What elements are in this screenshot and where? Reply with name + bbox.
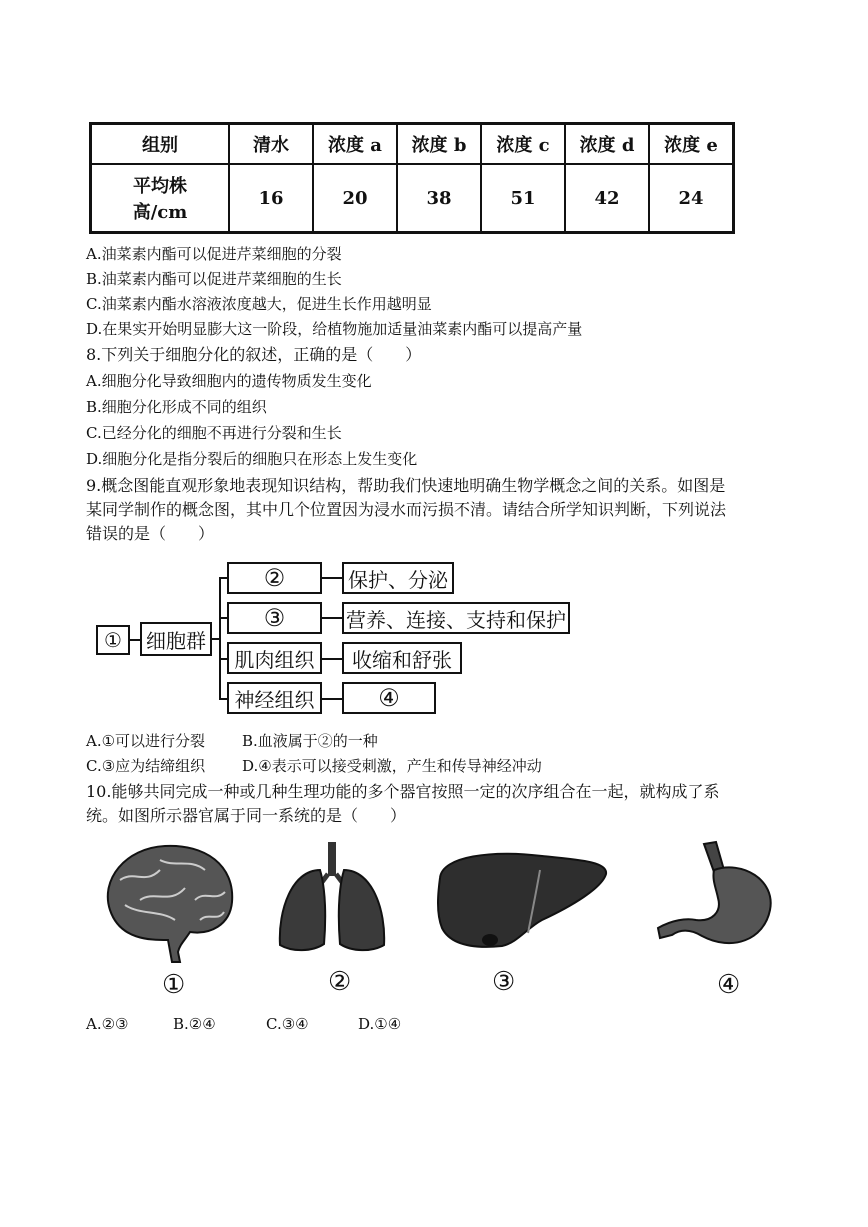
- q9-option-c: C.③应为结缔组织: [86, 757, 206, 775]
- q10-option-d: D.①④: [358, 1015, 402, 1033]
- connector-line: [219, 658, 227, 660]
- value-cell: 42: [565, 164, 649, 233]
- value-cell: 16: [229, 164, 313, 233]
- q8-option-a: A.细胞分化导致细胞内的遗传物质发生变化: [86, 372, 372, 390]
- map-tissue-box: 神经组织: [227, 682, 322, 714]
- header-cell: 浓度 a: [313, 124, 397, 165]
- q8-option-b: B.细胞分化形成不同的组织: [86, 398, 267, 416]
- connector-line: [322, 698, 342, 700]
- q9-option-b: B.血液属于②的一种: [242, 732, 378, 750]
- q9-stem-line: 错误的是（ ）: [86, 524, 215, 543]
- lungs-icon: [272, 840, 392, 960]
- organ-label: ②: [328, 967, 352, 997]
- q9-stem-line: 9.概念图能直观形象地表现知识结构，帮助我们快速地明确生物学概念之间的关系。如图是: [86, 476, 726, 495]
- connector-line: [322, 577, 342, 579]
- header-cell: 组别: [91, 124, 230, 165]
- q9-stem-line: 某同学制作的概念图，其中几个位置因为浸水而污损不清。请结合所学知识判断，下列说法: [86, 500, 727, 519]
- q8-option-c: C.已经分化的细胞不再进行分裂和生长: [86, 424, 342, 442]
- map-root-box: ①: [96, 625, 130, 655]
- connector-line: [322, 617, 342, 619]
- map-tissue-box: 肌肉组织: [227, 642, 322, 674]
- map-function-box: 营养、连接、支持和保护: [342, 602, 570, 634]
- connector-line: [322, 658, 342, 660]
- q10-option-b: B.②④: [173, 1015, 216, 1033]
- connector-line: [219, 577, 227, 579]
- data-table: [89, 122, 735, 234]
- brain-icon: [100, 840, 240, 965]
- row-label-cell: [91, 164, 230, 233]
- q7-option-d: D.在果实开始明显膨大这一阶段，给植物施加适量油菜素内酯可以提高产量: [86, 320, 583, 338]
- organ-label: ①: [162, 970, 186, 1000]
- connector-line: [219, 698, 227, 700]
- map-tissue-box: ②: [227, 562, 322, 594]
- connector-line: [219, 617, 227, 619]
- q10-option-c: C.③④: [266, 1015, 309, 1033]
- liver-icon: [432, 848, 612, 953]
- q8-stem: 8.下列关于细胞分化的叙述，正确的是（ ）: [86, 345, 422, 364]
- row-label-line: 平均株: [133, 176, 187, 197]
- value-cell: 24: [649, 164, 734, 233]
- map-function-box: 保护、分泌: [342, 562, 454, 594]
- value-cell: 51: [481, 164, 565, 233]
- q10-stem-line: 10.能够共同完成一种或几种生理功能的多个器官按照一定的次序组合在一起，就构成了系: [86, 782, 720, 801]
- header-cell: 清水: [229, 124, 313, 165]
- map-function-box: 收缩和舒张: [342, 642, 462, 674]
- header-cell: 浓度 c: [481, 124, 565, 165]
- value-cell: 38: [397, 164, 481, 233]
- connector-line: [130, 639, 140, 641]
- row-label-line: 高/cm: [132, 202, 188, 223]
- organ-label: ④: [717, 970, 741, 1000]
- map-tissue-box: ③: [227, 602, 322, 634]
- map-group-box: 细胞群: [140, 622, 212, 656]
- q8-option-d: D.细胞分化是指分裂后的细胞只在形态上发生变化: [86, 450, 418, 468]
- map-function-box: ④: [342, 682, 436, 714]
- header-cell: 浓度 e: [649, 124, 734, 165]
- q9-option-a: A.①可以进行分裂: [86, 732, 206, 750]
- value-cell: 20: [313, 164, 397, 233]
- q10-option-a: A.②③: [86, 1015, 129, 1033]
- stomach-icon: [652, 840, 782, 965]
- q10-stem-line: 统。如图所示器官属于同一系统的是（ ）: [86, 806, 407, 825]
- header-cell: 浓度 b: [397, 124, 481, 165]
- q7-option-c: C.油菜素内酯水溶液浓度越大，促进生长作用越明显: [86, 295, 432, 313]
- q9-option-d: D.④表示可以接受刺激，产生和传导神经冲动: [242, 757, 542, 775]
- organ-label: ③: [492, 967, 516, 997]
- connector-line: [219, 577, 221, 700]
- q7-option-b: B.油菜素内酯可以促进芹菜细胞的生长: [86, 270, 342, 288]
- q7-option-a: A.油菜素内酯可以促进芹菜细胞的分裂: [86, 245, 342, 263]
- header-cell: 浓度 d: [565, 124, 649, 165]
